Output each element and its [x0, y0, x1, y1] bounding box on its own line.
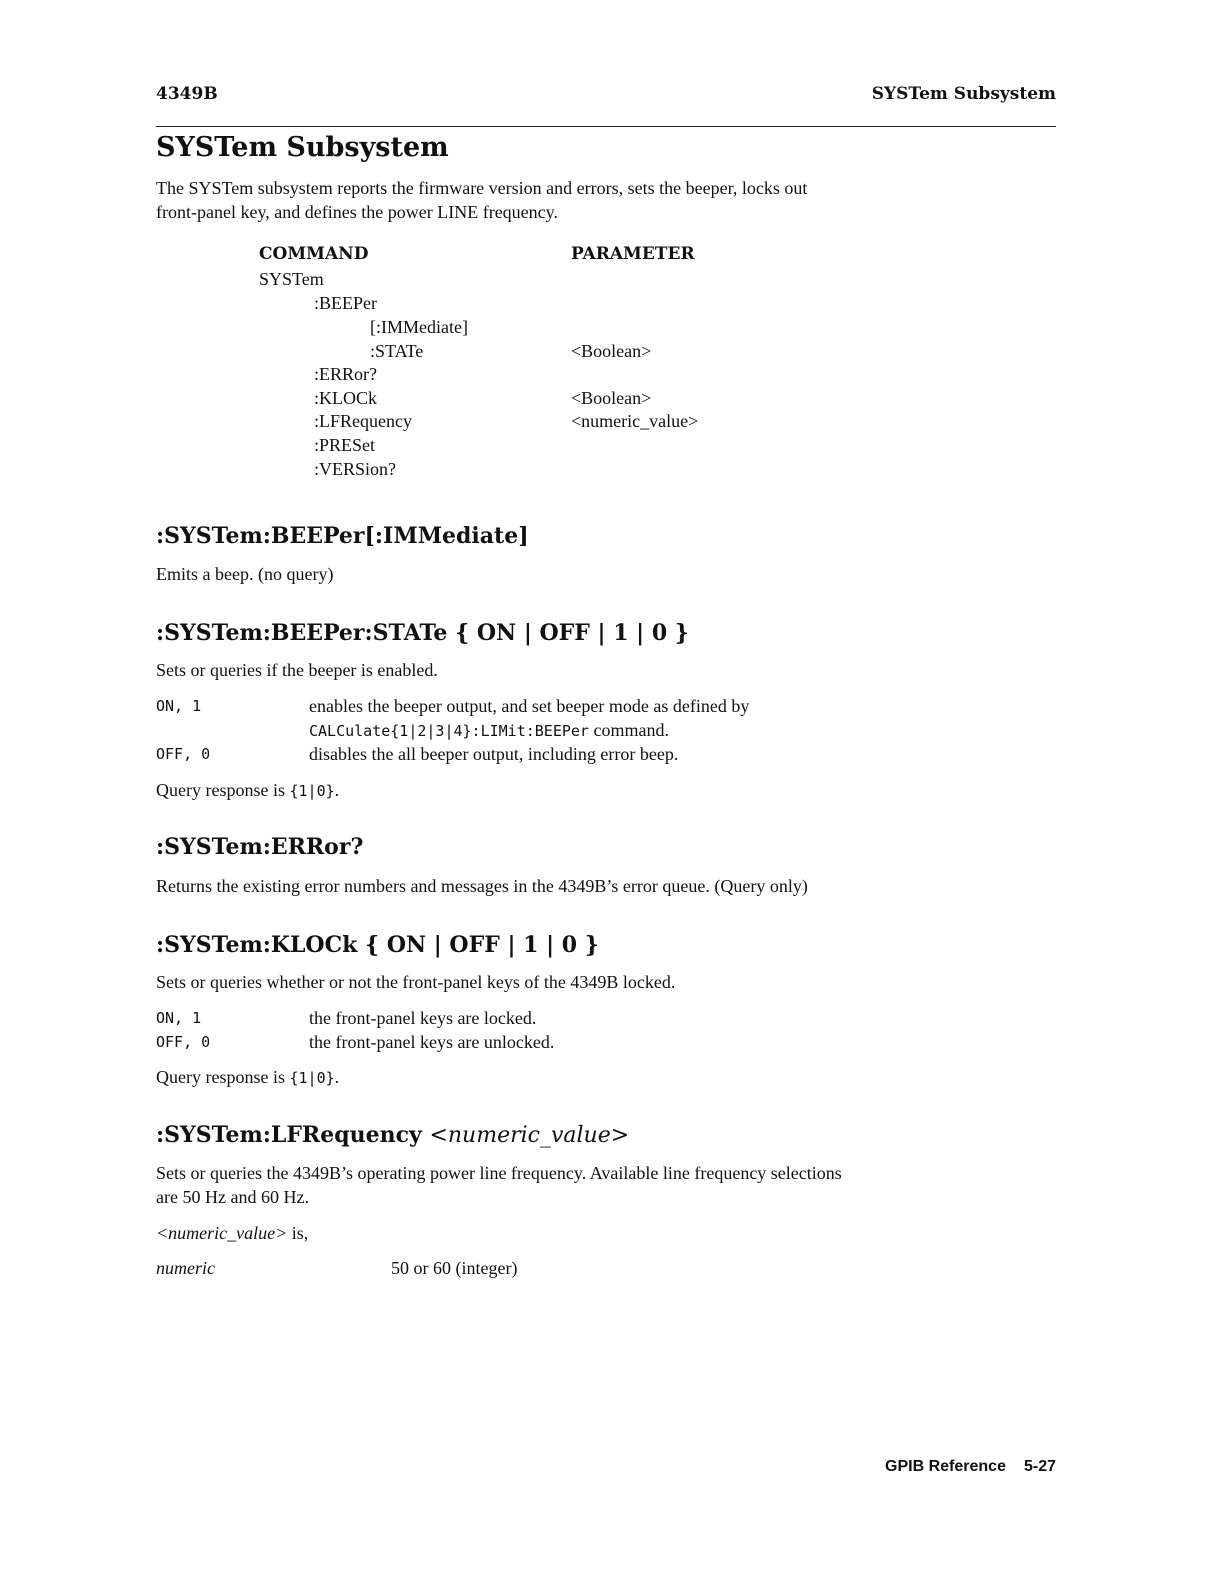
- column-header-parameter: PARAMETER: [571, 244, 695, 264]
- klock-desc: Sets or queries whether or not the front-panel keys of the 4349B locked.: [156, 972, 676, 992]
- heading-beeper-state: [156, 620, 689, 646]
- klock-off-desc: the front-panel keys are unlocked.: [309, 1032, 555, 1052]
- command-row-lfrequency: :LFRequency: [314, 411, 412, 431]
- heading-lfrequency-cmd: :SYSTem:LFRequency: [156, 1122, 422, 1148]
- beeper-state-off-desc: disables the all beeper output, including error beep.: [309, 744, 679, 764]
- lfrequency-numeric-desc: 50 or 60 (integer): [391, 1258, 518, 1278]
- command-row-state: :STATe: [370, 341, 424, 361]
- beeper-state-on-desc-2: CALCulate{1|2|3|4}:LIMit:BEEPer command.: [309, 720, 669, 740]
- heading-beeper-state-cmd: :SYSTem:BEEPer:STATe: [156, 620, 448, 646]
- footer-page-number: 5-27: [1023, 1458, 1056, 1475]
- param-row-klock: <Boolean>: [571, 388, 652, 408]
- klock-off-label: OFF, 0: [156, 1033, 211, 1051]
- beeper-state-query: Query response is {1|0}.: [156, 780, 340, 800]
- command-row-klock: :KLOCk: [314, 388, 377, 408]
- heading-lfrequency-arg: <numeric_value>: [429, 1123, 630, 1148]
- intro-line-1: The SYSTem subsystem reports the firmware version and errors, sets the beeper, locks out: [156, 178, 808, 198]
- header-section: SYSTem Subsystem: [871, 84, 1056, 104]
- command-row-error: :ERRor?: [314, 364, 377, 384]
- column-header-command: COMMAND: [259, 244, 369, 264]
- command-row-system: SYSTem: [259, 269, 324, 289]
- heading-beeper-immediate: :SYSTem:BEEPer[:IMMediate]: [156, 523, 529, 549]
- command-row-immediate: [:IMMediate]: [370, 317, 468, 337]
- error-desc: Returns the existing error numbers and messages in the 4349B’s error queue. (Query only): [156, 876, 808, 896]
- heading-klock-cmd: :SYSTem:KLOCk: [156, 932, 358, 958]
- running-header: [156, 84, 1056, 108]
- beeper-state-on-label: ON, 1: [156, 697, 202, 715]
- lfrequency-desc-2: are 50 Hz and 60 Hz.: [156, 1187, 309, 1207]
- intro-line-2: front-panel key, and defines the power LINE frequency.: [156, 202, 558, 222]
- param-row-state: <Boolean>: [571, 341, 652, 361]
- heading-beeper-state-args: { ON | OFF | 1 | 0 }: [455, 620, 689, 646]
- lfrequency-value-intro: <numeric_value> is,: [156, 1223, 309, 1243]
- beeper-state-desc: Sets or queries if the beeper is enabled.: [156, 660, 438, 680]
- beeper-state-off-label: OFF, 0: [156, 745, 211, 763]
- klock-on-label: ON, 1: [156, 1009, 202, 1027]
- lfrequency-numeric-label: numeric: [156, 1258, 215, 1278]
- heading-error: :SYSTem:ERRor?: [156, 834, 364, 860]
- param-row-lfrequency: <numeric_value>: [571, 411, 699, 431]
- heading-lfrequency: [156, 1122, 629, 1148]
- page-title: SYSTem Subsystem: [156, 132, 449, 163]
- klock-on-desc: the front-panel keys are locked.: [309, 1008, 537, 1028]
- command-row-version: :VERSion?: [314, 459, 397, 479]
- beeper-state-on-desc-1: enables the beeper output, and set beeper mode as defined by: [309, 696, 750, 716]
- heading-klock-args: { ON | OFF | 1 | 0 }: [365, 932, 599, 958]
- klock-query: Query response is {1|0}.: [156, 1067, 340, 1087]
- command-row-preset: :PRESet: [314, 435, 376, 455]
- beeper-immediate-desc: Emits a beep. (no query): [156, 564, 334, 584]
- command-row-beeper: :BEEPer: [314, 293, 377, 313]
- footer-section: GPIB Reference: [885, 1458, 1006, 1475]
- page-footer: [885, 1458, 1056, 1476]
- beeper-mode-command: CALCulate{1|2|3|4}:LIMit:BEEPer: [309, 722, 589, 740]
- header-model: 4349B: [156, 84, 218, 104]
- lfrequency-desc-1: Sets or queries the 4349B’s operating power line frequency. Available line frequency selections: [156, 1163, 842, 1183]
- header-rule: [156, 126, 1056, 127]
- heading-klock: [156, 932, 599, 958]
